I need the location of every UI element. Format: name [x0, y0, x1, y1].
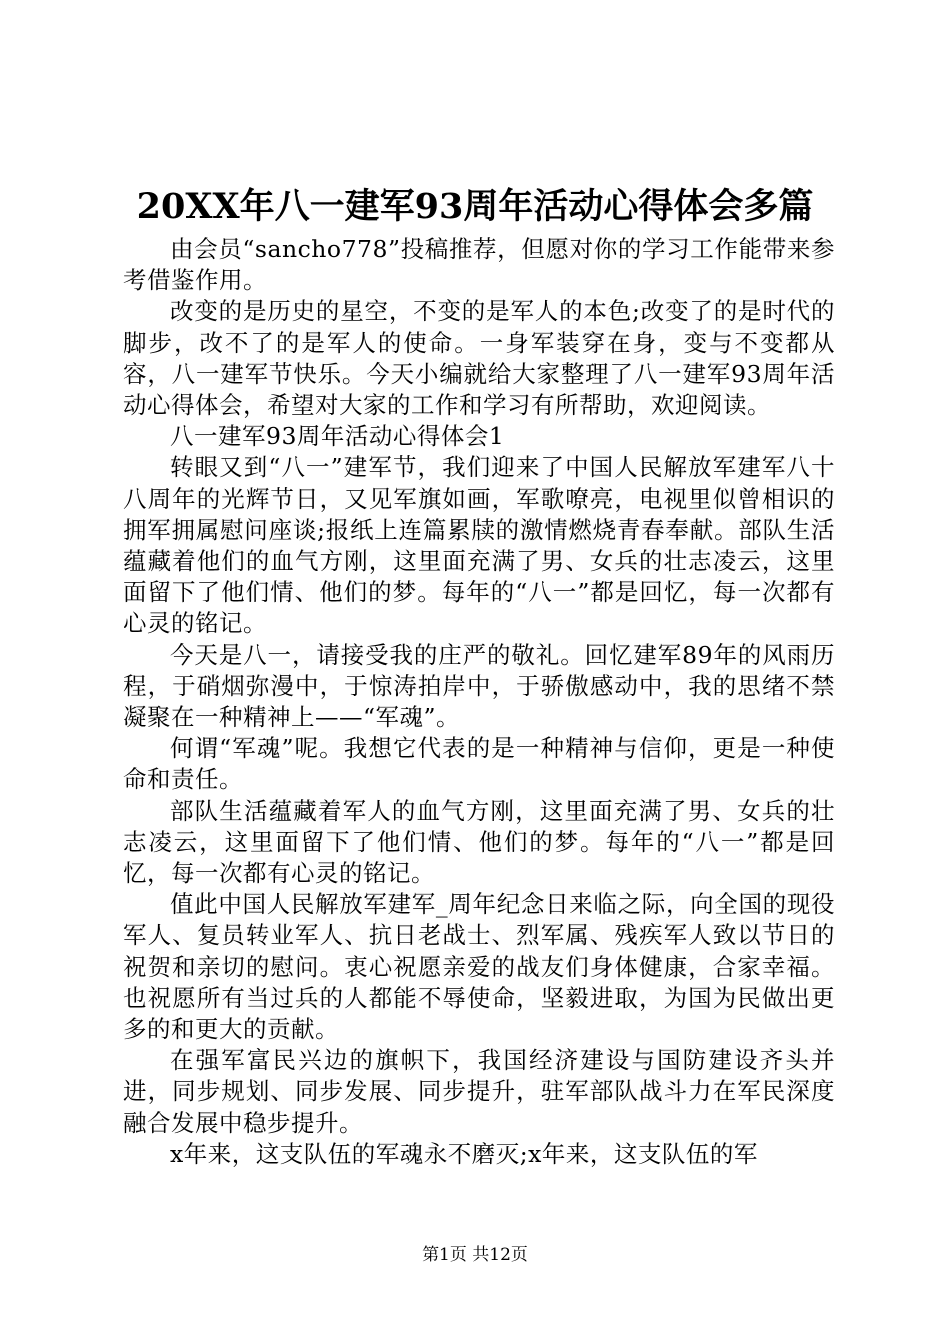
paragraph: 部队生活蕴藏着军人的血气方刚，这里面充满了男、女兵的壮志凌云，这里面留下了他们情、他们的梦。每年的“八一”都是回忆，每一次都有心灵的铭记。: [123, 796, 835, 888]
paragraph: 何谓“军魂”呢。我想它代表的是一种精神与信仰，更是一种使命和责任。: [123, 734, 835, 794]
page-footer: 第1页 共12页: [422, 1245, 528, 1265]
section-heading: 八一建军93周年活动心得体会1: [170, 422, 505, 451]
paragraph: 今天是八一，请接受我的庄严的敬礼。回忆建军89年的风雨历程，于硝烟弥漫中，于惊涛拍岸中，于骄傲感动中，我的思绪不禁凝聚在一种精神上——“军魂”。: [123, 640, 835, 732]
paragraph: 改变的是历史的星空，不变的是军人的本色;改变了的是时代的脚步，改不了的是军人的使命。一身军装穿在身，变与不变都从容，八一建军节快乐。今天小编就给大家整理了八一建军93周年活动心得体会，希望对大家的工作和学习有所帮助，欢迎阅读。: [123, 297, 835, 420]
paragraph: x年来，这支队伍的军魂永不磨灭;x年来，这支队伍的军: [170, 1139, 758, 1168]
paragraph: 转眼又到“八一”建军节，我们迎来了中国人民解放军建军八十八周年的光辉节日，又见军旗如画，军歌嘹亮，电视里似曾相识的拥军拥属慰问座谈;报纸上连篇累牍的激情燃烧青春奉献。部队生活蕴藏着他们的血气方刚，这里面充满了男、女兵的壮志凌云，这里面留下了他们情、他们的梦。每年的“八一”都是回忆，每一次都有心灵的铭记。: [123, 453, 835, 638]
document-body: [123, 234, 835, 1170]
paragraph: 由会员“sancho778”投稿推荐，但愿对你的学习工作能带来参考借鉴作用。: [123, 235, 835, 295]
document-title: 20XX年八一建军93周年活动心得体会多篇: [136, 186, 814, 227]
paragraph: 在强军富民兴边的旗帜下，我国经济建设与国防建设齐头并进，同步规划、同步发展、同步提升，驻军部队战斗力在军民深度融合发展中稳步提升。: [123, 1046, 835, 1137]
paragraph: 值此中国人民解放军建军_周年纪念日来临之际，向全国的现役军人、复员转业军人、抗日老战士、烈军属、残疾军人致以节日的祝贺和亲切的慰问。衷心祝愿亲爱的战友们身体健康，合家幸福。也祝愿所有当过兵的人都能不辱使命，坚毅进取，为国为民做出更多的和更大的贡献。: [123, 890, 835, 1044]
